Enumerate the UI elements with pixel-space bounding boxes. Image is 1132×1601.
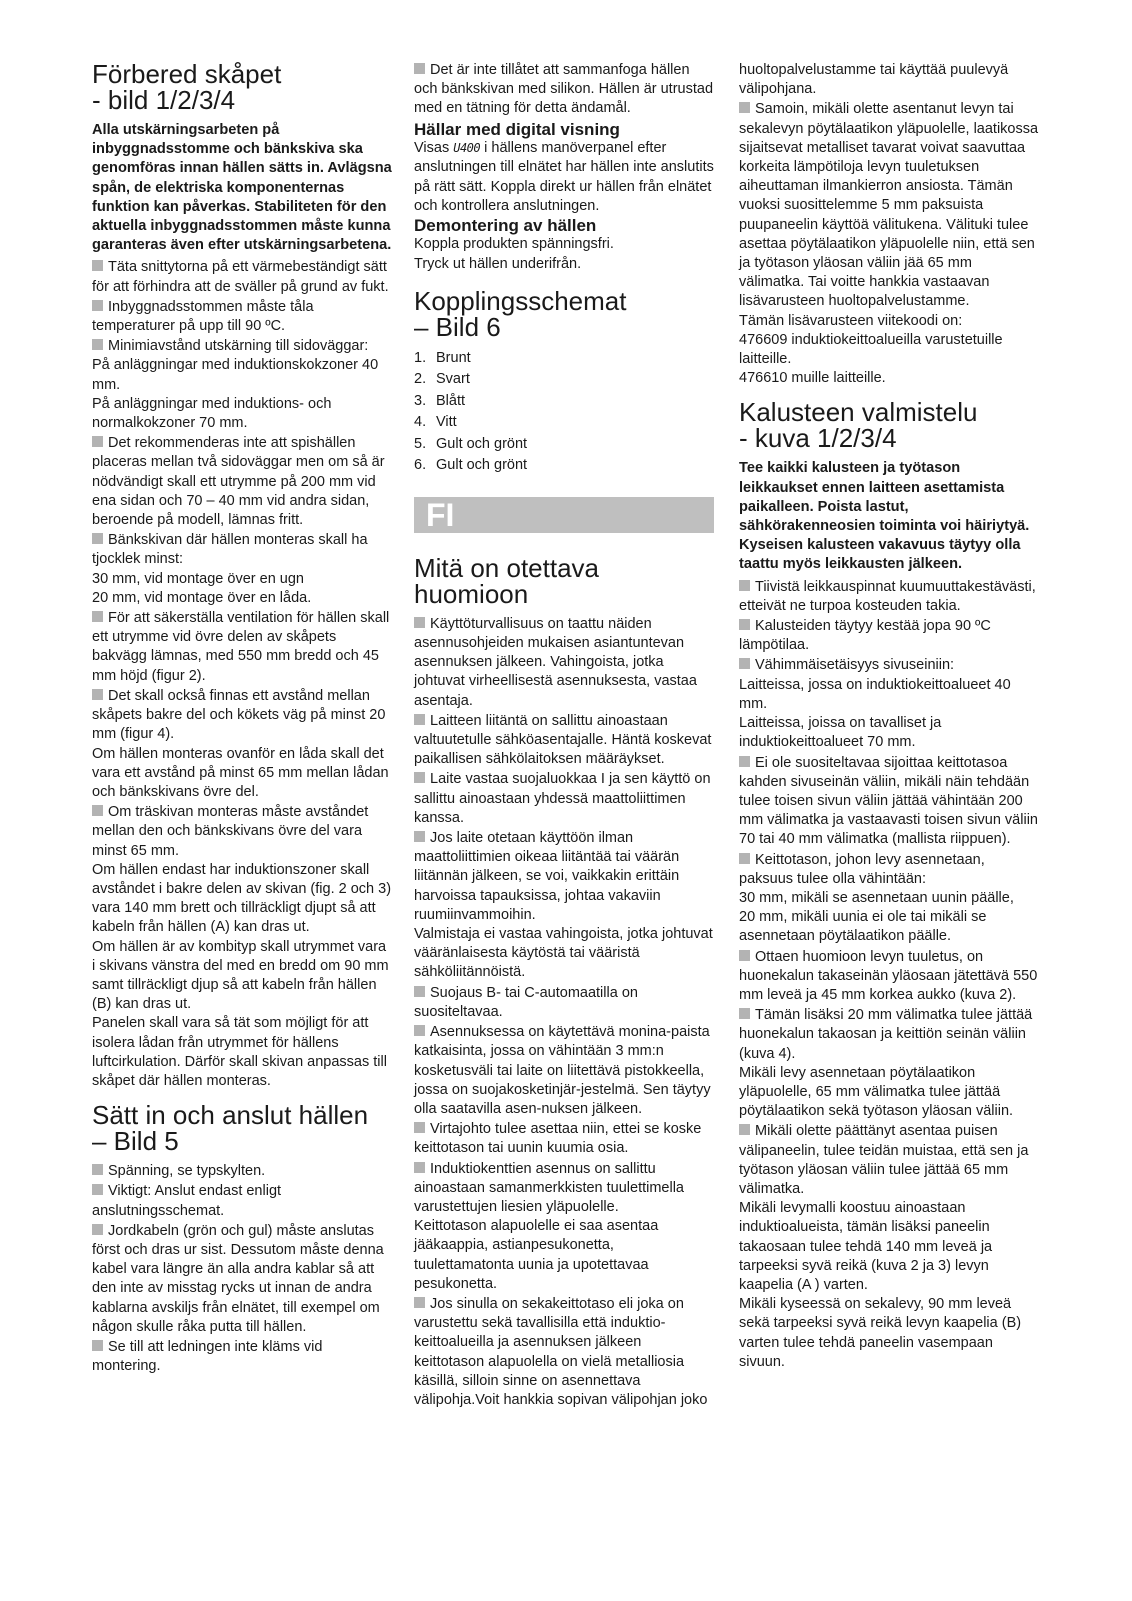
list-item: Täta snittytorna på ett värmebeständigt sätt för att förhindra att de sväller på grund av fukt. — [92, 259, 389, 295]
list-item: 1. Brunt — [414, 349, 471, 366]
list-item: Om träskivan monteras måste avståndet mellan den och bänkskivans övre del vara minst 65 mm. Om hällen endast har induktionszoner skall avståndet i bakre delen av skivan (fig. 2 och 3) vara 140 mm brett och tillräckligt djupt så att kabeln från hällen (A) kan dras ut. Om hällen är av kombityp skall utrymmet vara i skivans vänstra del med en bredd om 90 mm samt tillräckligt djup så att kabeln från hällen (B) kan dras ut. Panelen skall vara så tät som möjligt för att isolera lådan från utrymmet för hällens luftcirkulation. Därför skall skivan anpassas till skåpet där hällen monteras. — [92, 804, 392, 1089]
list-sv-items2 — [92, 1162, 392, 1376]
heading-satt-in: Sätt in och anslut hällen – Bild 5 — [92, 1100, 369, 1157]
list-item: Det är inte tillåtet att sammanfoga hällen och bänkskivan med silikon. Hällen är utrustad med en tätning för detta ändamål. — [414, 62, 714, 117]
language-bar-fi: FI — [414, 497, 714, 533]
list-item: Jos laite otetaan käyttöön ilman maattoliittimien oikeaa liitäntää tai väärän liitännän jälkeen, se voi, vaikkakin erittäin harvoissa tapauksissa, johtaa vakaviin ruumiinvammoihin. Valmistaja ei vastaa vahingoista, jotka johtuvat vääränlaisesta käytöstä tai vääristä sähköliitännöistä. — [414, 830, 713, 981]
list-item: Asennuksessa on käytettävä monina-paista katkaisinta, jossa on vähintään 3 mm:n kosketusväli tai laite on liitettävä pistokkeella, jossa on suojakosketinjär-jestelmä. Sen täytyy olla saatavilla asen-nuksen jälkeen. — [414, 1024, 711, 1117]
list-fi-items2 — [739, 578, 1039, 1372]
list-item: Tämän lisäksi 20 mm välimatka tulee jättää huonekalun takaosan ja keittiön seinän väliin (kuva 4). Mikäli levy asennetaan pöytälaatikon yläpuolelle, 65 mm välimatka tulee jättää pöytälaatikon sekä työtason yläosan väliin. — [739, 1007, 1033, 1120]
subheading-demontering: Demontering av hällen — [414, 215, 597, 235]
column-1 — [92, 61, 392, 1377]
list-item: Ottaen huomioon levyn tuuletus, on huonekalun takaseinän yläosaan jätettävä 550 mm leveä ja 45 mm korkea aukko (kuva 2). — [739, 948, 1038, 1003]
bullet-square-icon — [739, 102, 750, 113]
list-item: Jos sinulla on sekakeittotaso eli joka on varustettu sekä tavallisilla että induktio-keittoalueilla ja asennuksen jälkeen keittotason alapuolella on vielä metalliosia käsillä, silloin sinne on asennettava välipohja.Voit hankkia sopivan välipohjan joko — [414, 1295, 708, 1408]
bullet-square-icon — [414, 1025, 425, 1036]
list-item: 6. Gult och grönt — [414, 457, 528, 474]
lcd-code: U400 — [453, 141, 481, 156]
list-item: Ei ole suositeltavaa sijoittaa keittotasoa kahden sivuseinän väliin, mikäli näin tehdään tulee toisen sivun väliin jättää vähintään 200 mm välimatka ja vastaavasti toisen sivun väliin 70 tai 40 mm välimatka (mallista riippuen). — [739, 754, 1038, 848]
list-item: Det skall också finnas ett avstånd mellan skåpets bakre del och kökets väg på minst 20 mm (figur 4). Om hällen monteras ovanför en låda skall det vara ett avstånd på minst 65 mm mellan lådan och bänkskivans övre del. — [92, 687, 389, 800]
bullet-square-icon — [739, 756, 750, 767]
bullet-square-icon — [739, 658, 750, 669]
bullet-square-icon — [414, 1162, 425, 1173]
column-2 — [414, 61, 714, 1411]
subheading-digital: Hällar med digital visning — [414, 119, 620, 139]
bullet-square-icon — [739, 1124, 750, 1135]
list-item: huoltopalvelustamme tai käyttää puulevyä välipohjana. — [739, 62, 1009, 98]
list-item: Laite vastaa suojaluokkaa I ja sen käyttö on sallittu ainoastaan yhdessä maattoliittimen kanssa. — [414, 771, 711, 826]
bullet-square-icon — [92, 260, 103, 271]
list-sv-items1 — [92, 258, 392, 1091]
list-item: För att säkerställa ventilation för hällen skall ett utrymme vid övre delen av skåpets bakvägg lämnas, med 550 mm bredd och 45 mm höjd (figur 2). — [92, 610, 390, 684]
list-item: Virtajohto tulee asettaa niin, ettei se koske keittotason tai uunin kuumia osia. — [414, 1121, 702, 1157]
list-item: Tiivistä leikkauspinnat kuumuuttakestävästi, etteivät ne turpoa kosteuden takia. — [739, 578, 1036, 614]
list-item: Jordkabeln (grön och gul) måste anslutas först och dras ur sist. Dessutom måste denna kabel vara längre än alla andra kablar så att den inte av misstag rycks ut innan de andra kablarna avskiljs från elnätet, till exempel om någon skulle råka putta till hällen. — [92, 1222, 384, 1335]
heading-forbered-skapet: Förbered skåpet - bild 1/2/3/4 — [92, 59, 282, 115]
bullet-square-icon — [92, 689, 103, 700]
list-item: Det rekommenderas inte att spishällen placeras mellan två sidoväggar men om så är nödvändigt skall ett utrymme på 200 mm vid ena sidan och 70 – 40 mm vid andra sidan, beroende på modell, lämnas fritt. — [92, 435, 385, 529]
list-item: Inbyggnadsstommen måste tåla temperaturer på upp till 90 ºC. — [92, 298, 314, 335]
bullet-square-icon — [414, 617, 425, 628]
list-item: Se till att ledningen inte kläms vid montering. — [92, 1338, 323, 1375]
list-item: Samoin, mikäli olette asentanut levyn tai sekalevyn pöytälaatikon yläpuolelle, laatikossa sijaitsevat metalliset tavarat voivat saavuttaa korkeita lämpötiloja levyn tuuletuksen aiheuttaman ilmankierron ansiosta. Tämän vuoksi suosittelemme 5 mm paksuista puupaneelin käyttöä välitukena. Välituki tulee asettaa pöytälaatikon yläpuolelle niin, että sen ja työtason yläosan väliin jää 65 mm välimatka. Tai voitte hankkia vastaavan lisävarusteen huoltopalvelustamme. Tämän lisävarusteen viitekoodi on: 476609 induktiokeittoalueilla varustetuille laitteille. 476610 muille laitteille. — [739, 101, 1039, 387]
bullet-square-icon — [739, 853, 750, 864]
list-item: Spänning, se typskylten. — [92, 1162, 392, 1181]
bullet-square-icon — [92, 611, 103, 622]
paragraph-digital: Visas U400 i hällens manöverpanel efter anslutningen till elnätet har hällen inte anslutits på rätt sätt. Koppla direkt ur hällen från elnätet och kontrollera anslutningen. — [414, 140, 714, 214]
column-3 — [739, 61, 1039, 1373]
intro-sv: Alla utskärningsarbeten på inbyggnadsstomme och bänkskiva ska genomföras innan hällen sätts in. Avlägsna spån, de elektriska komponenternas funktion kan påverkas. Stabiliteten för den aktuella inbyggnadsstommen måste kunna garanteras även efter utskärningsarbetena. — [92, 122, 392, 254]
list-item: Bänkskivan där hällen monteras skall ha tjocklek minst: 30 mm, vid montage över en ugn 20 mm, vid montage över en låda. — [92, 532, 368, 606]
list-item: Keittotason, johon levy asennetaan, paksuus tulee olla vähintään: 30 mm, mikäli se asennetaan uunin päälle, 20 mm, mikäli uunia ei ole tai mikäli se asennetaan pöytälaatikon päälle. — [739, 851, 1014, 945]
bullet-square-icon — [92, 1184, 103, 1195]
bullet-square-icon — [739, 950, 750, 961]
bullet-square-icon — [414, 831, 425, 842]
bullet-square-icon — [92, 339, 103, 350]
list-item: Induktiokenttien asennus on sallittu ainoastaan samanmerkkisten tuulettimella varustettujen liesien yläpuolelle. Keittotason alapuolelle ei saa asentaa jääkaappia, astianpesukonetta, tuulettamatonta uunia ja upotettavaa pesukonetta. — [414, 1160, 684, 1292]
list-item: Kalusteiden täytyy kestää jopa 90 ºC lämpötilaa. — [739, 618, 991, 654]
list-item: Viktigt: Anslut endast enligt anslutningsschemat. — [92, 1183, 282, 1219]
list-fi-items1-cont — [739, 61, 1039, 388]
list-item: 5. Gult och grönt — [414, 435, 528, 452]
list-item: Minimiavstånd utskärning till sidoväggar: På anläggningar med induktionskokzoner 40 mm. På anläggningar med induktions- och normalkokzoner 70 mm. — [92, 338, 379, 432]
intro-fi: Tee kaikki kalusteen ja työtason leikkaukset ennen laitteen asettamista paikalleen. Poista lastut, sähkörakenneosien toiminta voi häiriytyä. Kyseisen kalusteen vakavuus täytyy olla taattu myös leikkausten jälkeen. — [739, 460, 1030, 573]
bullet-square-icon — [92, 805, 103, 816]
heading-kalusteen: Kalusteen valmistelu - kuva 1/2/3/4 — [739, 397, 978, 454]
bullet-square-icon — [92, 1224, 103, 1235]
list-colors — [414, 348, 714, 477]
heading-kopplingsschemat: Kopplingsschemat – Bild 6 — [414, 285, 627, 342]
list-item: Suojaus B- tai C-automaatilla on suositeltavaa. — [414, 984, 638, 1020]
list-item: Vähimmäisetäisyys sivuseiniin: Laitteissa, jossa on induktiokeittoalueet 40 mm. Laitteissa, joissa on tavalliset ja induktiokeittoalueet 70 mm. — [739, 657, 1011, 751]
bullet-square-icon — [414, 1122, 425, 1133]
bullet-square-icon — [414, 986, 425, 997]
heading-mita-on: Mitä on otettava huomioon — [414, 552, 599, 609]
bullet-square-icon — [739, 580, 750, 591]
bullet-square-icon — [739, 1008, 750, 1019]
bullet-square-icon — [92, 1340, 103, 1351]
bullet-square-icon — [92, 1164, 103, 1175]
list-item: Käyttöturvallisuus on taattu näiden asennusohjeiden mukaisen asiantuntevan asennuksen jälkeen. Vahingoista, jotka johtuvat virheellisestä asennuksesta, vastaa asentaja. — [414, 615, 697, 709]
list-item: 4. Vitt — [414, 414, 457, 431]
bullet-square-icon — [414, 772, 425, 783]
list-item: Laitteen liitäntä on sallittu ainoastaan valtuutetulle sähköasentajalle. Häntä koskevat paikallisen sähkölaitoksen määräykset. — [414, 712, 712, 768]
bullet-square-icon — [92, 436, 103, 447]
bullet-square-icon — [739, 619, 750, 630]
bullet-square-icon — [92, 300, 103, 311]
bullet-square-icon — [92, 533, 103, 544]
list-fi-items1 — [414, 615, 714, 1410]
list-item: Mikäli olette päättänyt asentaa puisen välipaneelin, tulee teidän muistaa, että sen ja työtason yläosan väliin tulee jättää 65 mm välimatka. Mikäli levymalli koostuu ainoastaan induktioalueista, tämän lisäksi paneelin takaosaan tulee tehdä 140 mm leveä ja tarpeeksi syvä reikä (kuva 2 ja 3) levyn kaapelia (A ) varten. Mikäli kyseessä on sekalevy, 90 mm leveä sekä tarpeeksi syvä reikä levyn kaapelia (B) varten tulee tehdä paneelin vasempaan sivuun. — [739, 1123, 1029, 1370]
list-item: 3. Blått — [414, 392, 466, 409]
list-item: 2. Svart — [414, 371, 470, 388]
bullet-square-icon — [414, 1297, 425, 1308]
bullet-square-icon — [414, 714, 425, 725]
paragraph-demontering: Koppla produkten spänningsfri. Tryck ut hällen underifrån. — [414, 236, 614, 272]
bullet-square-icon — [414, 63, 425, 74]
